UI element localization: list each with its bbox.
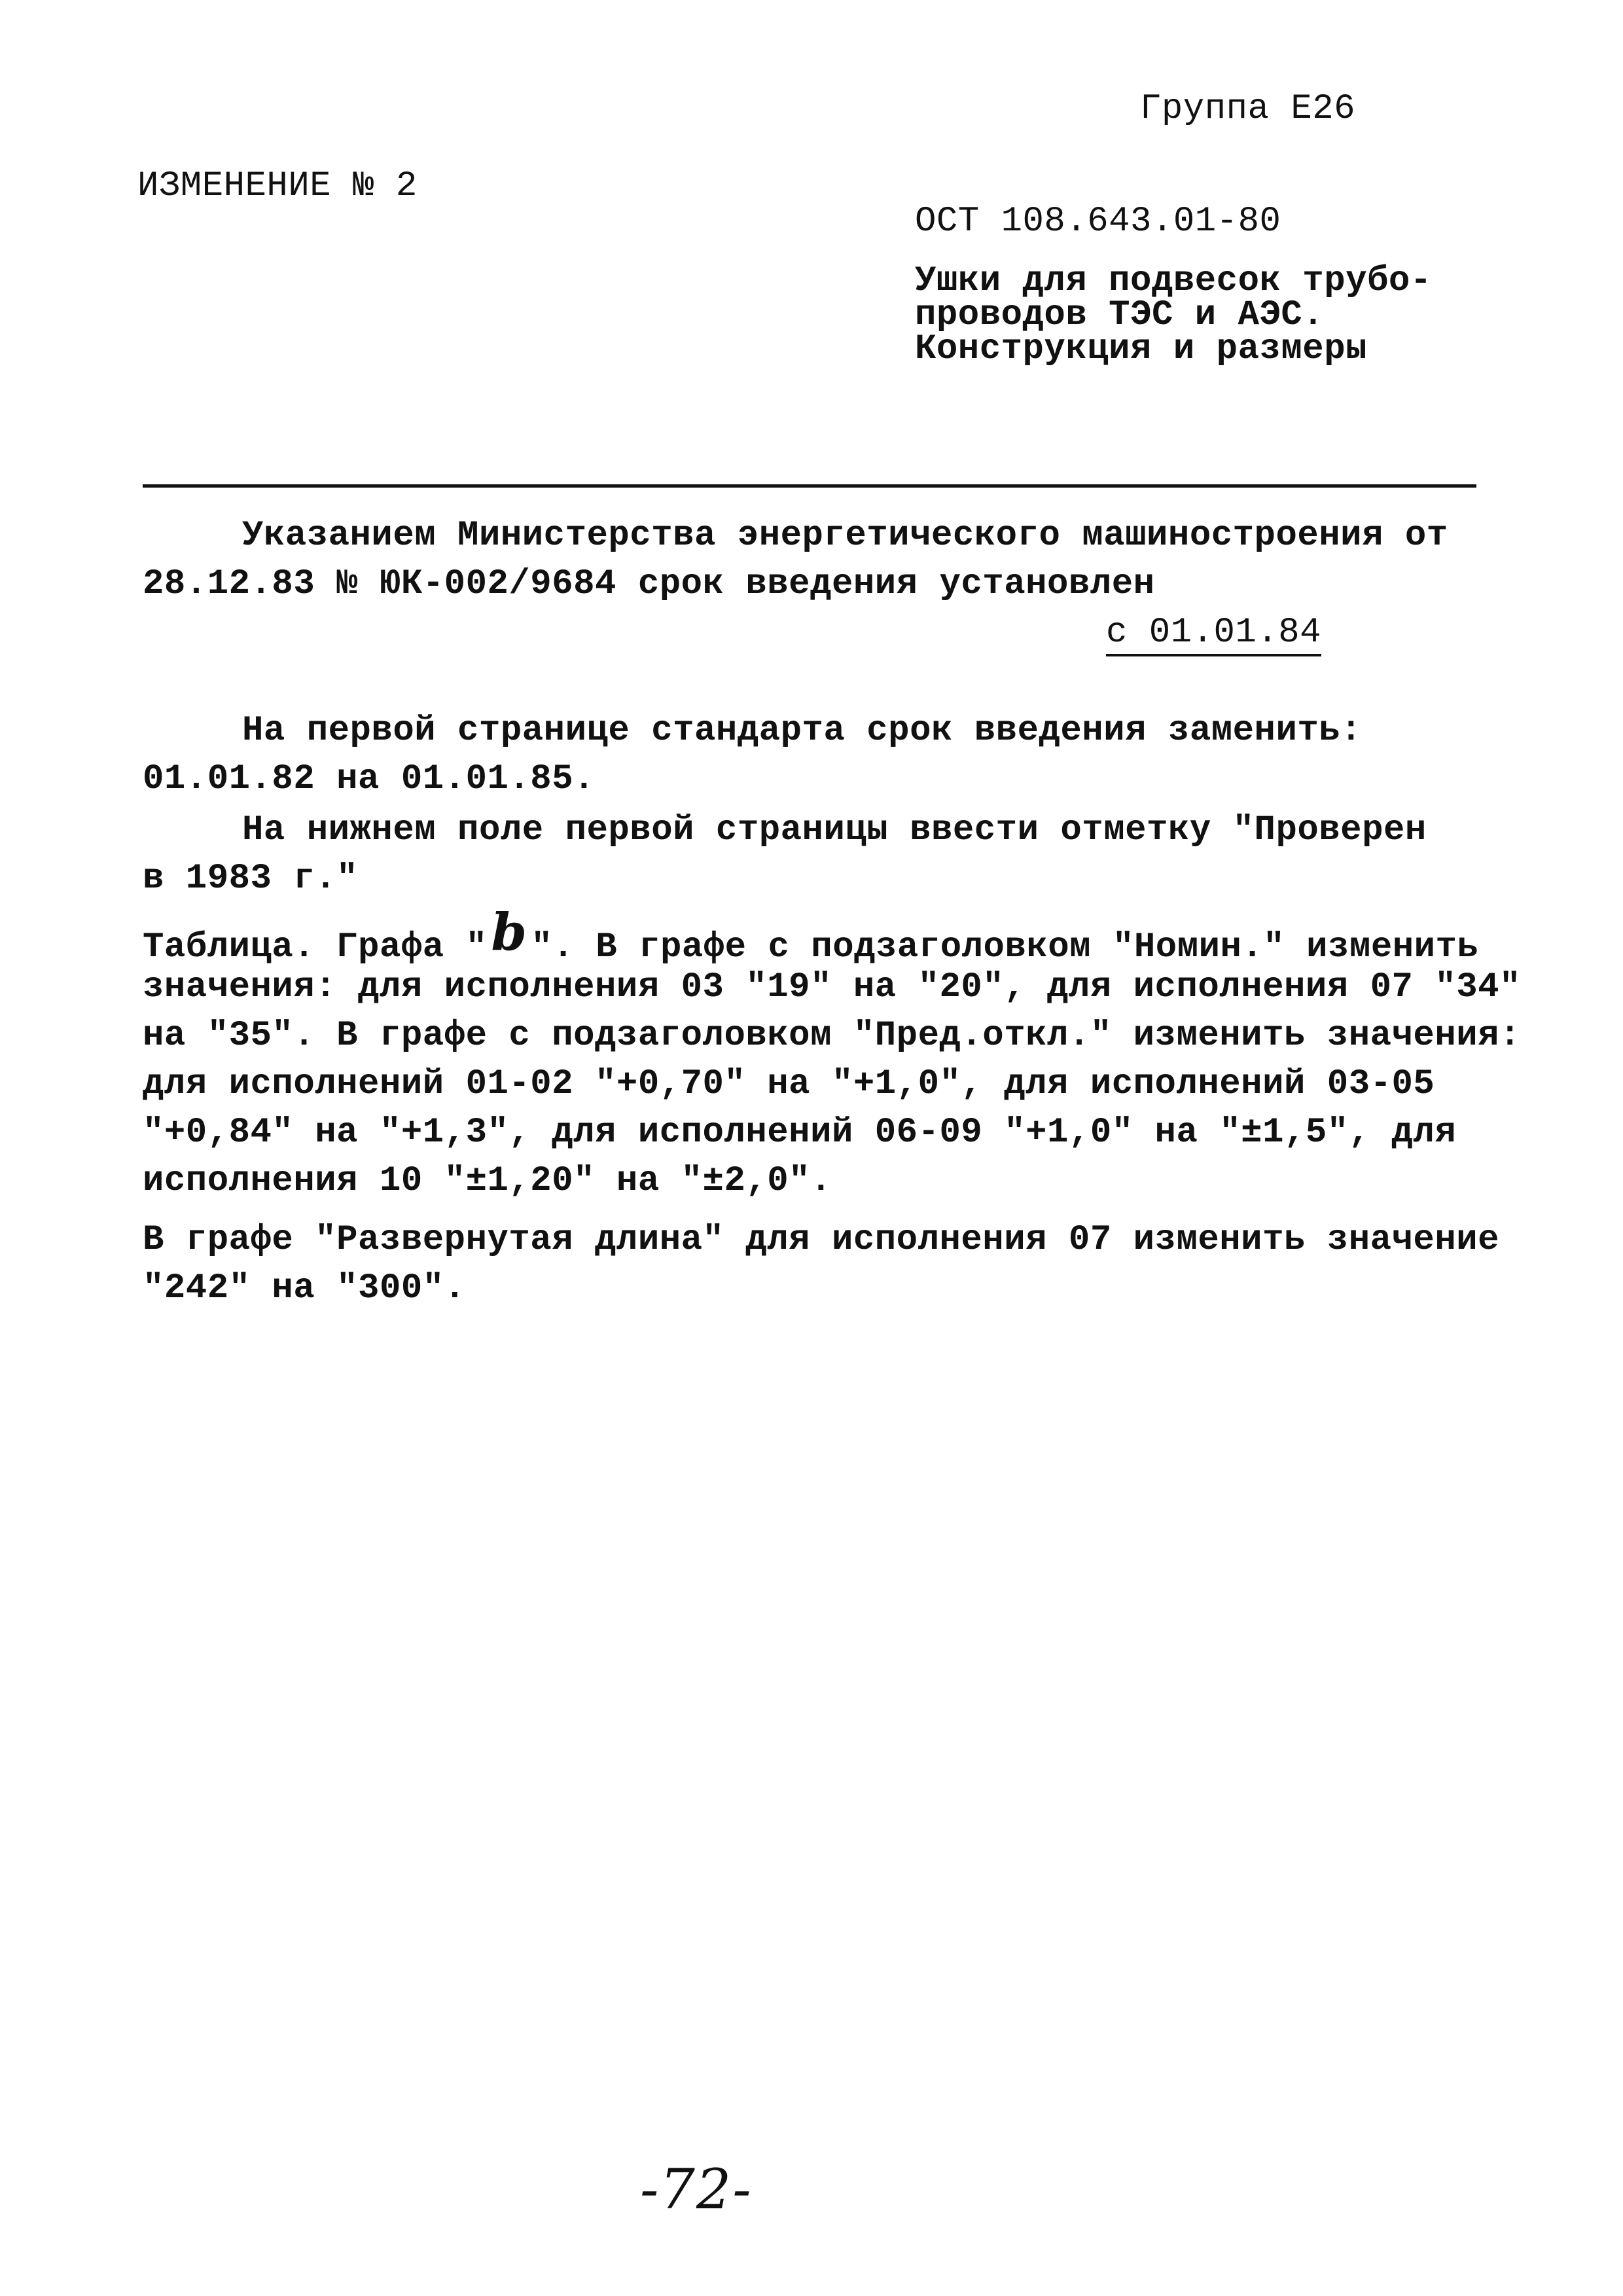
intro-line-2: 28.12.83 № ЮК-002/9684 срок введения установлен (143, 564, 1155, 604)
para3-line-2: значения: для исполнения 03 "19" на "20", для исполнения 07 "34" (143, 967, 1521, 1007)
standard-title-line: Конструкция и размеры (915, 329, 1368, 369)
standard-title-line: проводов ТЭС и АЭС. (915, 295, 1325, 335)
para1-line-2: 01.01.82 на 01.01.85. (143, 759, 596, 799)
para1-line-1: На первой странице стандарта срок введения заменить: (242, 711, 1363, 751)
change-number: ИЗМЕНЕНИЕ № 2 (137, 166, 418, 206)
standard-title-line: Ушки для подвесок трубо- (915, 261, 1432, 301)
para3-line-6: исполнения 10 "±1,20" на "±2,0". (143, 1161, 832, 1201)
para3-line-3: на "35". В графе с подзаголовком "Пред.откл." изменить значения: (143, 1016, 1521, 1056)
para2-line-1: На нижнем поле первой страницы ввести отметку "Проверен (242, 810, 1427, 850)
para3-prefix: Таблица. Графа " (143, 927, 488, 967)
page-number: -72- (640, 2157, 753, 2221)
handwritten-symbol: b (491, 903, 527, 962)
effective-date-text: с 01.01.84 (1106, 613, 1321, 656)
para4-line-1: В графе "Развернутая длина" для исполнения 07 изменить значение (143, 1220, 1500, 1260)
para3-line-5: "+0,84" на "+1,3", для исполнений 06-09 "+1,0" на "±1,5", для (143, 1113, 1457, 1153)
para4-line-2: "242" на "300". (143, 1268, 466, 1308)
effective-date (1106, 609, 1321, 657)
standard-title (915, 261, 1432, 369)
para2-line-2: в 1983 г." (143, 859, 359, 899)
intro-line-1: Указанием Министерства энергетического машиностроения от (242, 516, 1448, 556)
para3-line-4: для исполнений 01-02 "+0,70" на "+1,0", для исполнений 03-05 (143, 1064, 1435, 1104)
group-label: Группа Е26 (1140, 89, 1356, 129)
standard-number: ОСТ 108.643.01-80 (915, 202, 1281, 242)
para3-suffix: ". В графе с подзаголовком "Номин." изменить (531, 927, 1479, 967)
header-divider (143, 484, 1476, 488)
